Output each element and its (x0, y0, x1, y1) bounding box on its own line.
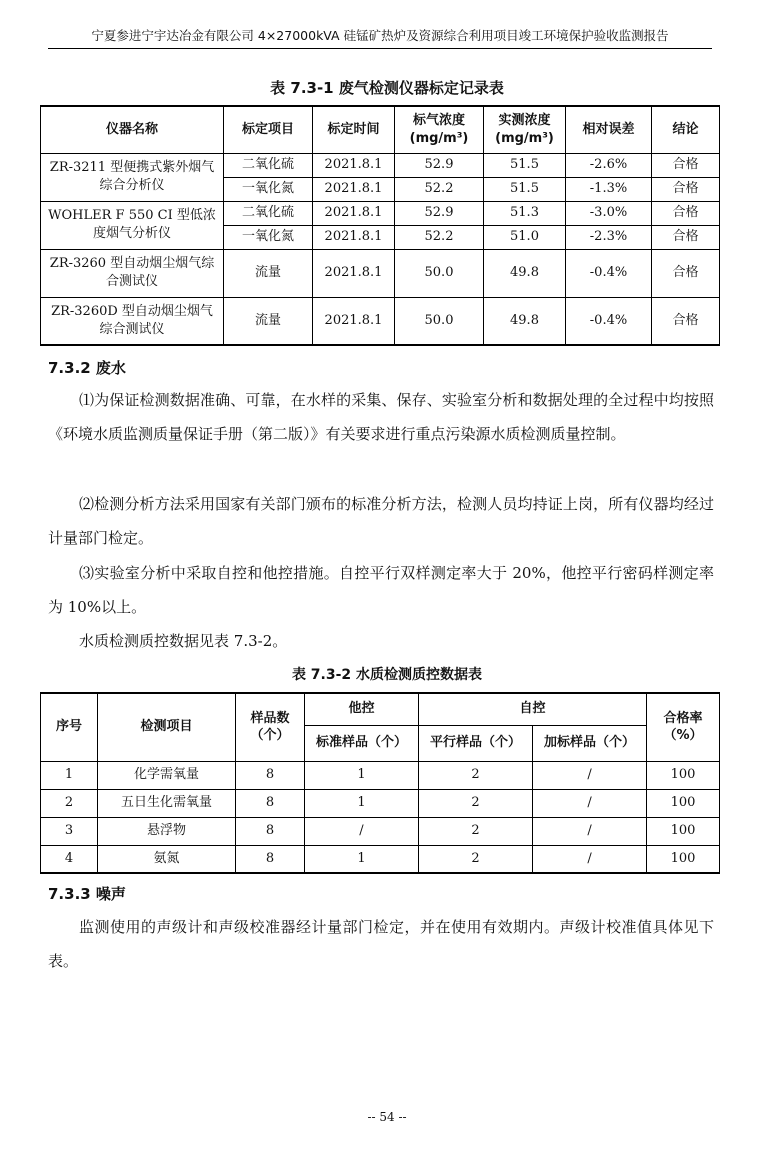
row-number: 3 (41, 817, 98, 845)
row-number: 2 (41, 789, 98, 817)
standard-concentration: 52.9 (395, 201, 484, 225)
header-spiked: 加标样品（个） (533, 725, 647, 761)
standard-sample: 1 (305, 761, 419, 789)
table2-caption: 表 7.3-2 水质检测质控数据表 (291, 667, 483, 683)
calibration-table (40, 105, 720, 346)
paragraph-2: ⑵检测分析方法采用国家有关部门颁布的标准分析方法，检测人员均持证上岗，所有仪器均经过计量部门检定。 (48, 495, 714, 547)
header-pass-rate (647, 693, 720, 761)
page-header: 宁夏参进宁宇达冶金有限公司 4×27000kVA 硅锰矿热炉及资源综合利用项目竣工环境保护验收监测报告 (48, 26, 712, 49)
row-number: 4 (41, 845, 98, 873)
header-project: 检测项目 (98, 693, 236, 761)
parallel-sample: 2 (419, 789, 533, 817)
header-other-control: 他控 (305, 693, 419, 725)
page-number: -- 54 -- (367, 1110, 407, 1124)
relative-error: -0.4% (566, 297, 652, 345)
parallel-sample: 2 (419, 817, 533, 845)
calibration-item: 一氧化氮 (224, 177, 313, 201)
header-std-sample: 标准样品（个） (305, 725, 419, 761)
conclusion: 合格 (652, 177, 720, 201)
header-parallel: 平行样品（个） (419, 725, 533, 761)
test-item: 化学需氧量 (98, 761, 236, 789)
pass-rate: 100 (647, 761, 720, 789)
calibration-item: 二氧化硫 (224, 201, 313, 225)
sample-count: 8 (236, 789, 305, 817)
header-count-line2: （个） (250, 728, 290, 744)
spiked-sample: / (533, 845, 647, 873)
measured-concentration: 49.8 (484, 249, 566, 297)
test-item: 悬浮物 (98, 817, 236, 845)
header-measured-concentration (484, 106, 566, 153)
instrument-name: ZR-3260D 型自动烟尘烟气综合测试仪 (41, 297, 224, 345)
calibration-time: 2021.8.1 (313, 201, 395, 225)
paragraph-4: 水质检测质控数据见表 7.3-2。 (79, 632, 288, 650)
calibration-time: 2021.8.1 (313, 177, 395, 201)
conclusion: 合格 (652, 297, 720, 345)
sample-count: 8 (236, 761, 305, 789)
relative-error: -2.6% (566, 153, 652, 177)
header-count-line1: 样品数 (250, 710, 290, 726)
pass-rate: 100 (647, 789, 720, 817)
measured-concentration: 51.5 (484, 153, 566, 177)
table1-caption: 表 7.3-1 废气检测仪器标定记录表 (270, 79, 504, 97)
standard-concentration: 50.0 (395, 297, 484, 345)
header-sample-count (236, 693, 305, 761)
table-row (41, 817, 720, 845)
water-qc-table (40, 692, 720, 874)
conclusion: 合格 (652, 249, 720, 297)
calibration-item: 流量 (224, 249, 313, 297)
header-rate-line2: （%） (663, 728, 703, 744)
calibration-time: 2021.8.1 (313, 249, 395, 297)
spiked-sample: / (533, 761, 647, 789)
conclusion: 合格 (652, 201, 720, 225)
table-row (41, 761, 720, 789)
test-item: 五日生化需氧量 (98, 789, 236, 817)
table1-header-row (41, 106, 720, 153)
paragraph-noise: 监测使用的声级计和声级校准器经计量部门检定，并在使用有效期内。声级计校准值具体见下表。 (48, 918, 714, 970)
calibration-item: 二氧化硫 (224, 153, 313, 177)
table-row (41, 297, 720, 345)
calibration-item: 流量 (224, 297, 313, 345)
conclusion: 合格 (652, 225, 720, 249)
standard-concentration: 52.2 (395, 225, 484, 249)
calibration-time: 2021.8.1 (313, 153, 395, 177)
table-row (41, 789, 720, 817)
spiked-sample: / (533, 789, 647, 817)
instrument-name: ZR-3260 型自动烟尘烟气综合测试仪 (41, 249, 224, 297)
table-row (41, 249, 720, 297)
measured-concentration: 51.0 (484, 225, 566, 249)
spiked-sample: / (533, 817, 647, 845)
conclusion: 合格 (652, 153, 720, 177)
instrument-name: ZR-3211 型便携式紫外烟气综合分析仪 (41, 153, 224, 201)
pass-rate: 100 (647, 817, 720, 845)
calibration-time: 2021.8.1 (313, 297, 395, 345)
sample-count: 8 (236, 817, 305, 845)
header-self-control: 自控 (419, 693, 647, 725)
calibration-item: 一氧化氮 (224, 225, 313, 249)
paragraph-1: ⑴为保证检测数据准确、可靠，在水样的采集、保存、实验室分析和数据处理的全过程中均按照《环境水质监测质量保证手册（第二版）》有关要求进行重点污染源水质检测质量控制。 (48, 391, 714, 443)
table-row (41, 153, 720, 177)
standard-concentration: 50.0 (395, 249, 484, 297)
parallel-sample: 2 (419, 761, 533, 789)
header-item: 标定项目 (224, 106, 313, 153)
sample-count: 8 (236, 845, 305, 873)
measured-concentration: 51.3 (484, 201, 566, 225)
header-meas-line1: 实测浓度 (498, 113, 551, 129)
parallel-sample: 2 (419, 845, 533, 873)
header-time: 标定时间 (313, 106, 395, 153)
header-conclusion: 结论 (652, 106, 720, 153)
table2-header-row-1 (41, 693, 720, 725)
test-item: 氨氮 (98, 845, 236, 873)
pass-rate: 100 (647, 845, 720, 873)
standard-concentration: 52.9 (395, 153, 484, 177)
header-error: 相对误差 (566, 106, 652, 153)
relative-error: -1.3% (566, 177, 652, 201)
standard-sample: / (305, 817, 419, 845)
measured-concentration: 49.8 (484, 297, 566, 345)
standard-sample: 1 (305, 845, 419, 873)
relative-error: -0.4% (566, 249, 652, 297)
section-wastewater-title: 7.3.2 废水 (48, 359, 126, 377)
table-row (41, 845, 720, 873)
paragraph-3: ⑶实验室分析中采取自控和他控措施。自控平行双样测定率大于 20%，他控平行密码样测定率为 10%以上。 (48, 564, 714, 616)
header-meas-line2: (mg/m³) (495, 130, 554, 146)
relative-error: -2.3% (566, 225, 652, 249)
header-std-concentration (395, 106, 484, 153)
standard-concentration: 52.2 (395, 177, 484, 201)
header-rate-line1: 合格率 (663, 710, 703, 726)
header-std-line2: (mg/m³) (409, 130, 469, 146)
instrument-name: WOHLER F 550 CI 型低浓度烟气分析仪 (41, 201, 224, 249)
header-instrument: 仪器名称 (41, 106, 224, 153)
section-noise-title: 7.3.3 噪声 (48, 885, 126, 903)
table-row (41, 201, 720, 225)
calibration-time: 2021.8.1 (313, 225, 395, 249)
relative-error: -3.0% (566, 201, 652, 225)
measured-concentration: 51.5 (484, 177, 566, 201)
header-std-line1: 标气浓度 (412, 113, 465, 129)
header-no: 序号 (41, 693, 98, 761)
row-number: 1 (41, 761, 98, 789)
standard-sample: 1 (305, 789, 419, 817)
